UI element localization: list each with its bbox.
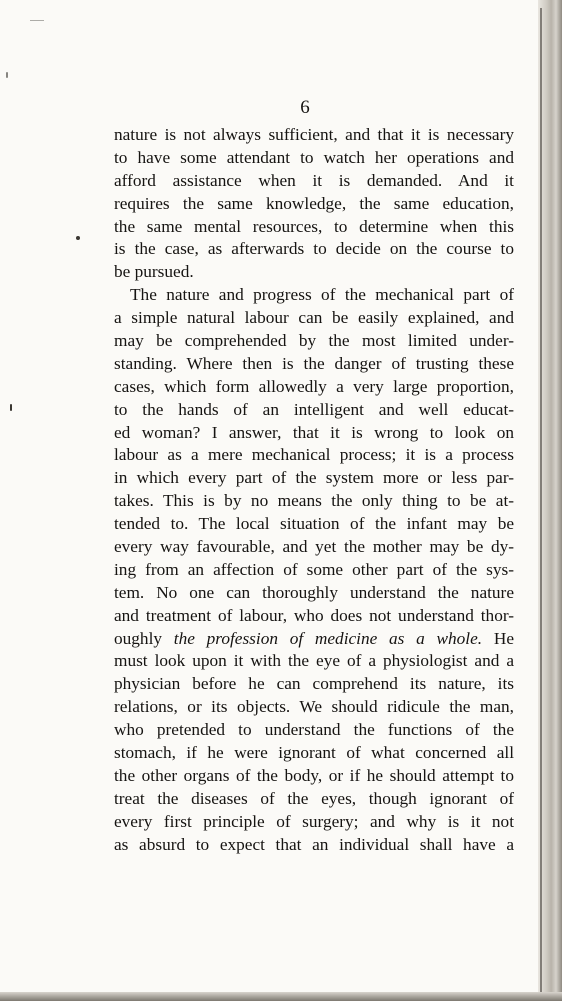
text-line: the same mental resources, to determine when this	[114, 216, 514, 236]
text-line: afford assistance when it is demanded. And it	[114, 170, 514, 190]
page-number: 6	[300, 97, 310, 118]
text-line: cases, which form allowedly a very large proportion,	[114, 376, 514, 396]
text-line: physician before he can comprehend its nature, its	[114, 674, 514, 694]
page-edge-line	[540, 8, 542, 993]
text-line: tem. No one can thoroughly understand the nature	[114, 582, 514, 602]
italic-phrase: the profession of medicine as a whole.	[173, 628, 483, 648]
body-text	[114, 124, 514, 857]
text-line: who pretended to understand the functions of the	[114, 720, 514, 740]
text-line: and treatment of labour, who does not understand thor-	[114, 605, 514, 625]
text-fragment: He	[493, 628, 515, 648]
text-line: labour as a mere mechanical process; it is a process	[114, 445, 514, 465]
ink-speck	[10, 404, 12, 411]
text-line: takes. This is by no means the only thing to be at-	[114, 491, 514, 511]
text-line: nature is not always sufficient, and that it is necessary	[114, 125, 514, 144]
text-line: in which every part of the system more or less par-	[114, 468, 514, 488]
text-fragment: oughly	[114, 628, 163, 648]
text-line: must look upon it with the eye of a physiologist and a	[114, 651, 514, 671]
text-line: treat the diseases of the eyes, though ignorant of	[114, 788, 514, 808]
text-line: to the hands of an intelligent and well educat-	[114, 399, 514, 419]
text-line: stomach, if he were ignorant of what concerned all	[114, 743, 514, 763]
text-line-mixed	[114, 628, 514, 651]
text-line: every way favourable, and yet the mother may be dy-	[114, 537, 514, 557]
ink-speck	[30, 20, 44, 21]
text-line: be pursued.	[114, 262, 194, 282]
text-line: The nature and progress of the mechanical part of	[130, 285, 514, 305]
text-line: to have some attendant to watch her operations and	[114, 147, 514, 167]
text-line: ing from an affection of some other part of the sys-	[114, 559, 514, 579]
ink-speck	[6, 72, 8, 78]
text-line: as absurd to expect that an individual shall have a	[114, 834, 514, 854]
ink-speck	[76, 236, 80, 240]
page-bottom-edge	[0, 992, 562, 1001]
text-line: relations, or its objects. We should ridicule the man,	[114, 697, 514, 717]
text-line: every first principle of surgery; and why is it not	[114, 811, 514, 831]
text-line: requires the same knowledge, the same education,	[114, 193, 514, 213]
text-line: a simple natural labour can be easily explained, and	[114, 308, 514, 328]
text-line: standing. Where then is the danger of trusting these	[114, 353, 514, 373]
text-line: may be comprehended by the most limited under-	[114, 331, 514, 351]
text-line: is the case, as afterwards to decide on the course to	[114, 239, 514, 259]
text-line: tended to. The local situation of the infant may be	[114, 514, 514, 534]
text-line: ed woman? I answer, that it is wrong to look on	[114, 422, 514, 442]
text-line: the other organs of the body, or if he should attempt to	[114, 765, 514, 785]
